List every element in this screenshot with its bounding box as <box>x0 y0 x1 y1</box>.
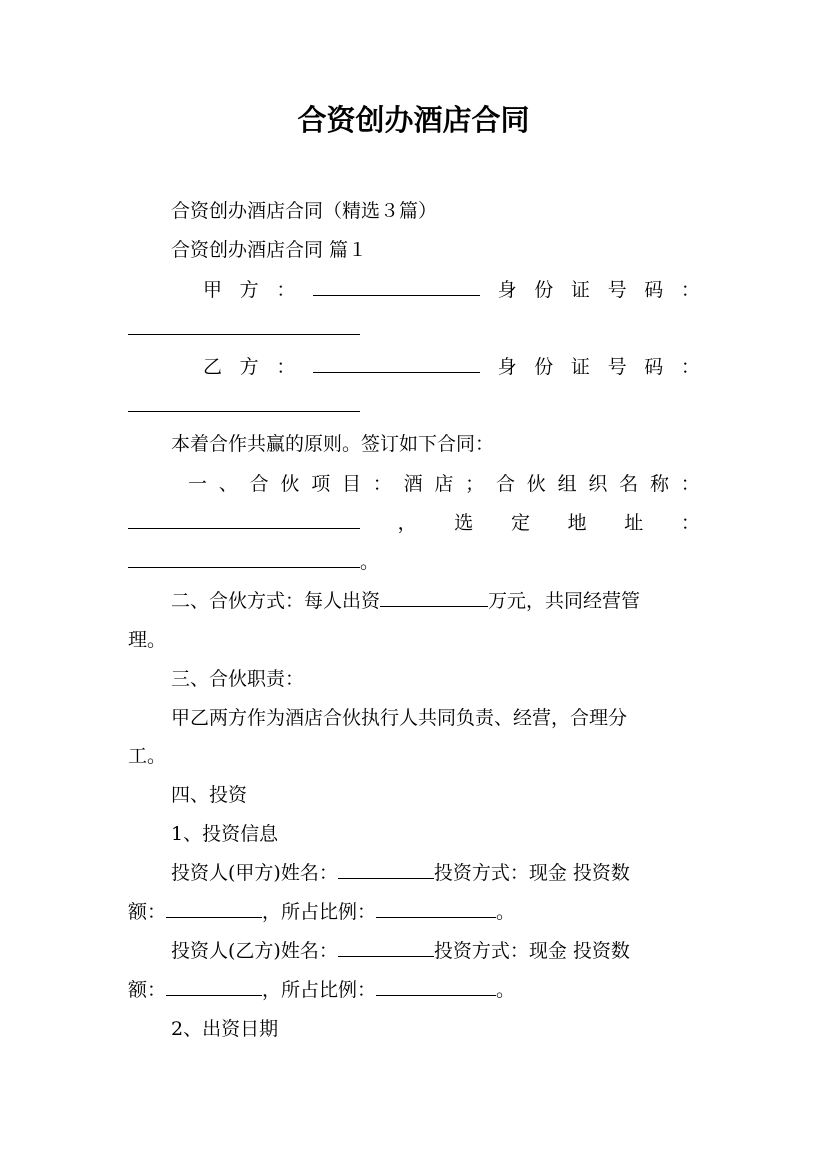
party-a-line <box>203 276 700 304</box>
party-b-id-char: 码 <box>644 356 664 378</box>
address-label-char: ： <box>680 512 700 534</box>
investor-a-amount-label: 额： <box>128 901 167 923</box>
investor-b-ratio-label: ，所占比例： <box>262 979 377 1001</box>
address-blank <box>128 549 360 568</box>
clause-1-char: 目 <box>341 473 361 495</box>
investment-date-heading: 2、出资日期 <box>171 1018 279 1040</box>
clause-1-char: 店 <box>434 473 454 495</box>
investor-b-amount-line <box>128 976 700 1004</box>
investor-b-name-blank <box>338 938 434 957</box>
clause-1-char: 、 <box>218 473 238 495</box>
clause-1-char: 称 <box>649 473 669 495</box>
investor-a-method: 投资方式：现金 投资数 <box>433 862 630 884</box>
party-a-id-char: ： <box>680 279 700 301</box>
clause-1-char: 一 <box>188 473 208 495</box>
party-a-char: 甲 <box>203 279 223 301</box>
clause-1-end-line <box>128 548 700 576</box>
investor-b-amount-blank <box>166 977 262 996</box>
clause-1-address-line <box>128 509 700 537</box>
document-title: 合资创办酒店合同 <box>297 103 530 137</box>
clause-2-prefix: 二、合伙方式：每人出资 <box>171 590 381 612</box>
clause-2-line <box>171 587 700 615</box>
clause-1-line <box>188 470 700 498</box>
clause-1-char: 合 <box>249 473 269 495</box>
investor-b-end: 。 <box>496 979 516 1001</box>
clause-1-char: ： <box>372 473 392 495</box>
org-name-blank <box>128 510 360 529</box>
clause-1-char: 合 <box>495 473 515 495</box>
investor-a-name-label: 投资人(甲方)姓名： <box>171 862 338 884</box>
section-heading: 合资创办酒店合同 篇１ <box>171 239 368 261</box>
party-a-name-blank <box>313 277 480 296</box>
party-b-id-char: 号 <box>607 356 627 378</box>
investor-a-amount-blank <box>166 899 262 918</box>
clause-1-char: 名 <box>619 473 639 495</box>
party-b-id-line <box>128 392 700 420</box>
clause-1-char: 伙 <box>526 473 546 495</box>
clause-1-char: 伙 <box>280 473 300 495</box>
clause-2-cont: 理。 <box>128 629 167 651</box>
investor-a-ratio-label: ，所占比例： <box>262 901 377 923</box>
party-b-id-blank <box>128 393 360 412</box>
investor-a-ratio-blank <box>376 899 496 918</box>
party-b-id-char: ： <box>680 356 700 378</box>
clause-1-char: 织 <box>588 473 608 495</box>
party-a-id-char: 份 <box>534 279 554 301</box>
party-b-id-char: 身 <box>497 356 517 378</box>
address-label-char: 址 <box>624 512 644 534</box>
investor-a-line <box>171 859 700 887</box>
investor-b-ratio-blank <box>376 977 496 996</box>
address-label-char: 地 <box>567 512 587 534</box>
intro-paragraph: 本着合作共赢的原则。签订如下合同： <box>171 433 495 455</box>
investor-b-method: 投资方式：现金 投资数 <box>433 940 630 962</box>
investor-a-end: 。 <box>496 901 516 923</box>
clause-3-cont: 工。 <box>128 745 167 767</box>
party-a-char: ： <box>276 279 296 301</box>
party-a-id-char: 证 <box>570 279 590 301</box>
document-subtitle: 合资创办酒店合同（精选３篇） <box>171 200 438 222</box>
party-b-id-char: 份 <box>534 356 554 378</box>
clause-1-end: 。 <box>360 551 380 573</box>
address-label-char: 选 <box>454 512 474 534</box>
investor-a-amount-line <box>128 898 700 926</box>
clause-1-char: 酒 <box>403 473 423 495</box>
party-b-char: 方 <box>239 356 259 378</box>
investor-a-name-blank <box>338 860 434 879</box>
clause-1-char: ： <box>680 473 700 495</box>
party-a-id-char: 身 <box>497 279 517 301</box>
address-label-char: 定 <box>510 512 530 534</box>
party-a-id-blank <box>128 316 360 335</box>
clause-2-suffix: 万元，共同经营管 <box>488 590 641 612</box>
party-b-line <box>203 353 700 381</box>
party-a-id-char: 码 <box>644 279 664 301</box>
clause-1-char: 组 <box>557 473 577 495</box>
clause-1-char: 项 <box>311 473 331 495</box>
investor-b-line <box>171 937 700 965</box>
party-a-char: 方 <box>239 279 259 301</box>
party-b-id-char: 证 <box>570 356 590 378</box>
party-a-id-line <box>128 315 700 343</box>
clause-1-char: ； <box>465 473 485 495</box>
clause-1-comma: ， <box>397 512 417 534</box>
investment-info-heading: 1、投资信息 <box>171 823 279 845</box>
party-b-char: 乙 <box>203 356 223 378</box>
party-a-id-char: 号 <box>607 279 627 301</box>
investor-b-name-label: 投资人(乙方)姓名： <box>171 940 338 962</box>
clause-3-text: 甲乙两方作为酒店合伙执行人共同负责、经营，合理分 <box>171 707 628 729</box>
clause-4-heading: 四、投资 <box>171 784 248 806</box>
party-b-name-blank <box>313 354 480 373</box>
investor-b-amount-label: 额： <box>128 979 167 1001</box>
investment-blank <box>380 588 488 607</box>
clause-3-heading: 三、合伙职责： <box>171 668 305 690</box>
party-b-char: ： <box>276 356 296 378</box>
